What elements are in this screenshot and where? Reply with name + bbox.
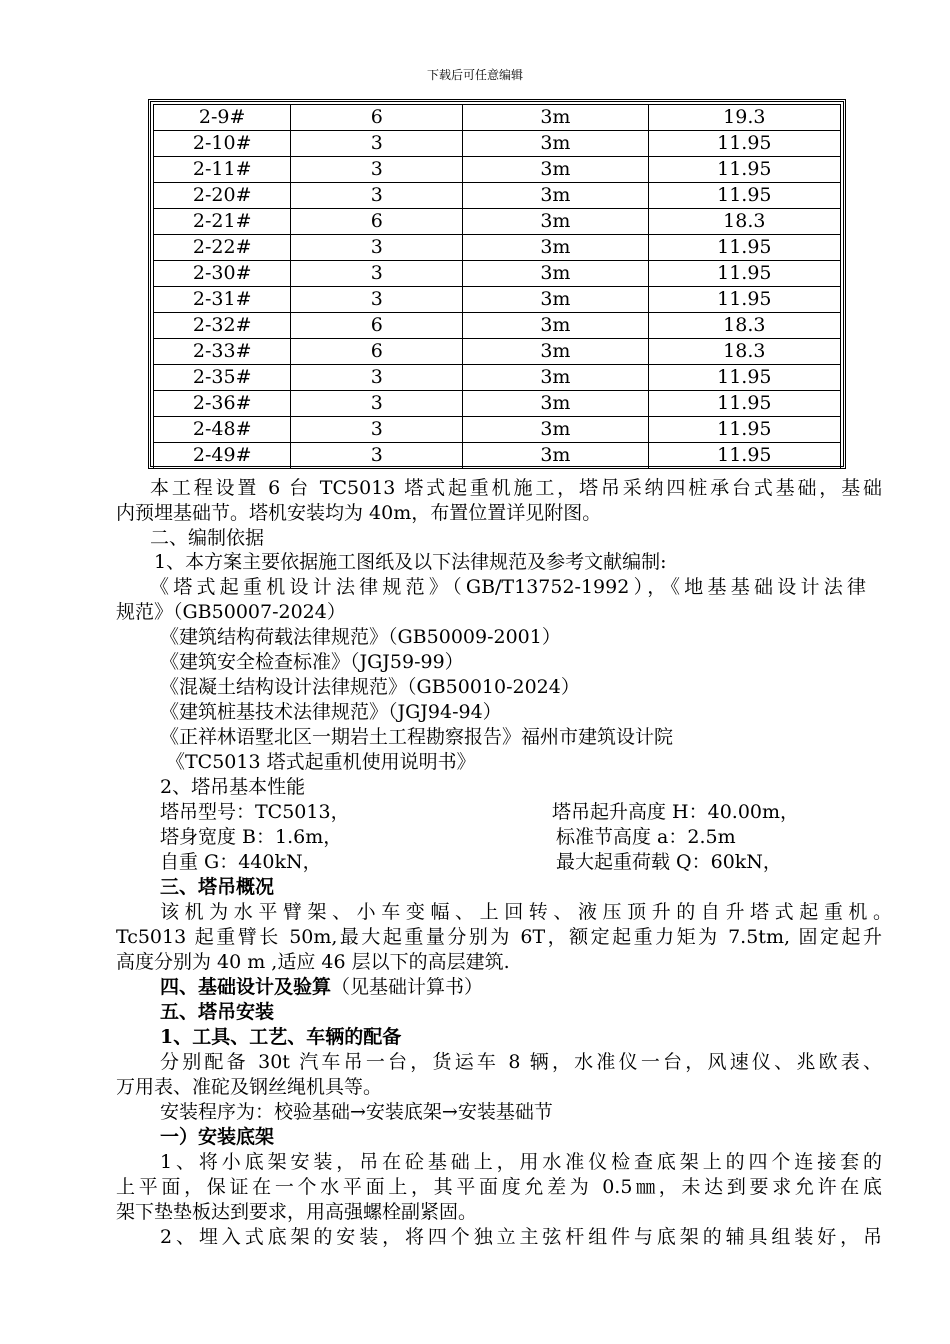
spec-model: 塔吊型号：TC5013，	[160, 801, 350, 823]
table-cell: 2-35#	[154, 365, 291, 391]
table-cell: 11.95	[648, 443, 840, 469]
spec-max-load: 最大起重荷载 Q：60kN，	[556, 851, 782, 873]
table-cell: 2-30#	[154, 261, 291, 287]
table-cell: 3	[291, 365, 463, 391]
table-cell: 3m	[463, 235, 648, 261]
table-cell: 3m	[463, 209, 648, 235]
table-row	[154, 235, 841, 261]
section-note: （见基础计算书）	[331, 976, 484, 998]
section-heading: 三、塔吊概况	[160, 876, 275, 898]
page-header: 下载后可任意编辑	[426, 68, 523, 82]
table-cell: 2-9#	[154, 105, 291, 131]
table-cell: 6	[291, 105, 463, 131]
table-cell: 3m	[463, 157, 648, 183]
paragraph-line: 安装程序为：校验基础→安装底架→安装基础节	[160, 1101, 553, 1123]
table-row	[154, 339, 841, 365]
reference-line: 《混凝土结构设计法律规范》（GB50010-2024）	[160, 676, 580, 698]
table-cell: 6	[291, 339, 463, 365]
table-cell: 19.3	[648, 105, 840, 131]
spec-lift-height: 塔吊起升高度 H：40.00m，	[552, 801, 800, 823]
table-cell: 3m	[463, 287, 648, 313]
table-cell: 3	[291, 235, 463, 261]
table-cell: 3m	[463, 417, 648, 443]
subsection-heading: 2、塔吊基本性能	[160, 776, 306, 798]
table-row	[154, 365, 841, 391]
table-cell: 18.3	[648, 209, 840, 235]
pile-table-grid	[153, 104, 841, 469]
table-cell: 11.95	[648, 235, 840, 261]
paragraph-line: Tc5013 起重臂长 50m,最大起重量分别为 6T，额定起重力矩为 7.5tm, 固定起升	[116, 926, 882, 948]
paragraph-line: 本工程设置 6 台 TC5013 塔式起重机施工，塔吊采纳四桩承台式基础，基础	[150, 477, 882, 499]
table-cell: 2-36#	[154, 391, 291, 417]
reference-line: 《TC5013 塔式起重机使用说明书》	[166, 751, 476, 773]
table-cell: 3	[291, 391, 463, 417]
table-cell: 3	[291, 131, 463, 157]
table-cell: 3	[291, 417, 463, 443]
paragraph-line: 1、本方案主要依据施工图纸及以下法律规范及参考文献编制:	[154, 551, 667, 573]
table-cell: 2-21#	[154, 209, 291, 235]
table-cell: 3	[291, 287, 463, 313]
table-cell: 3m	[463, 391, 648, 417]
table-cell: 3	[291, 157, 463, 183]
table-cell: 2-49#	[154, 443, 291, 469]
table-row	[154, 131, 841, 157]
table-cell: 2-22#	[154, 235, 291, 261]
reference-line: 《塔式起重机设计法律规范》（GB/T13752-1992），《地基基础设计法律	[150, 576, 866, 598]
pile-table	[148, 99, 846, 469]
reference-line: 《正祥林语墅北区一期岩土工程勘察报告》福州市建筑设计院	[160, 726, 674, 748]
table-row	[154, 313, 841, 339]
reference-line: 规范》（GB50007-2024）	[116, 601, 346, 623]
table-row	[154, 443, 841, 469]
table-row	[154, 261, 841, 287]
reference-line: 《建筑结构荷载法律规范》（GB50009-2001）	[160, 626, 561, 648]
table-cell: 2-33#	[154, 339, 291, 365]
table-cell: 3m	[463, 339, 648, 365]
table-cell: 3	[291, 183, 463, 209]
table-cell: 3m	[463, 183, 648, 209]
table-cell: 11.95	[648, 131, 840, 157]
table-cell: 2-20#	[154, 183, 291, 209]
table-cell: 18.3	[648, 339, 840, 365]
spec-weight: 自重 G：440kN，	[160, 851, 322, 873]
table-row	[154, 417, 841, 443]
table-cell: 3m	[463, 313, 648, 339]
section-heading: 二、编制依据	[150, 527, 265, 549]
table-cell: 11.95	[648, 261, 840, 287]
section-heading: 四、基础设计及验算	[160, 976, 332, 998]
paragraph-line: 1、将小底架安装，吊在砼基础上，用水准仪检查底架上的四个连接套的	[160, 1151, 882, 1173]
table-cell: 11.95	[648, 183, 840, 209]
table-cell: 6	[291, 313, 463, 339]
paragraph-line: 高度分别为 40 m ,适应 46 层以下的高层建筑.	[116, 951, 510, 973]
table-cell: 11.95	[648, 157, 840, 183]
table-cell: 11.95	[648, 287, 840, 313]
table-cell: 2-31#	[154, 287, 291, 313]
table-cell: 2-10#	[154, 131, 291, 157]
table-cell: 3m	[463, 131, 648, 157]
subsection-heading: 1、工具、工艺、车辆的配备	[160, 1026, 402, 1048]
table-cell: 3m	[463, 261, 648, 287]
table-row	[154, 183, 841, 209]
paragraph-line: 2、埋入式底架的安装，将四个独立主弦杆组件与底架的辅具组装好，吊	[160, 1226, 882, 1248]
paragraph-line: 万用表、准砣及钢丝绳机具等。	[116, 1076, 383, 1098]
table-cell: 3m	[463, 365, 648, 391]
table-cell: 11.95	[648, 365, 840, 391]
paragraph-line: 上平面，保证在一个水平面上，其平面度允差为 0.5㎜，未达到要求允许在底	[116, 1176, 882, 1198]
table-cell: 2-48#	[154, 417, 291, 443]
table-cell: 2-32#	[154, 313, 291, 339]
subsection-heading: 一）安装底架	[160, 1126, 275, 1148]
reference-line: 《建筑安全检查标准》（JGJ59-99）	[160, 651, 464, 673]
table-cell: 6	[291, 209, 463, 235]
table-row	[154, 209, 841, 235]
paragraph-line: 架下垫垫板达到要求，用高强螺栓副紧固。	[116, 1201, 478, 1223]
reference-line: 《建筑桩基技术法律规范》（JGJ94-94）	[160, 701, 502, 723]
table-cell: 3m	[463, 443, 648, 469]
table-cell: 11.95	[648, 391, 840, 417]
table-cell: 18.3	[648, 313, 840, 339]
table-cell: 3	[291, 443, 463, 469]
table-row	[154, 157, 841, 183]
table-row	[154, 287, 841, 313]
table-cell: 3	[291, 261, 463, 287]
table-row	[154, 105, 841, 131]
paragraph-line: 该机为水平臂架、小车变幅、上回转、液压顶升的自升塔式起重机。	[160, 901, 892, 923]
paragraph-line: 内预埋基础节。塔机安装均为 40m，布置位置详见附图。	[116, 502, 602, 524]
spec-width: 塔身宽度 B：1.6m，	[160, 826, 343, 848]
table-cell: 11.95	[648, 417, 840, 443]
table-row	[154, 391, 841, 417]
section-heading: 五、塔吊安装	[160, 1001, 275, 1023]
paragraph-line: 分别配备 30t 汽车吊一台，货运车 8 辆，水准仪一台，风速仪、兆欧表、	[160, 1051, 882, 1073]
table-cell: 2-11#	[154, 157, 291, 183]
table-cell: 3m	[463, 105, 648, 131]
spec-section-height: 标准节高度 a：2.5m	[556, 826, 736, 848]
